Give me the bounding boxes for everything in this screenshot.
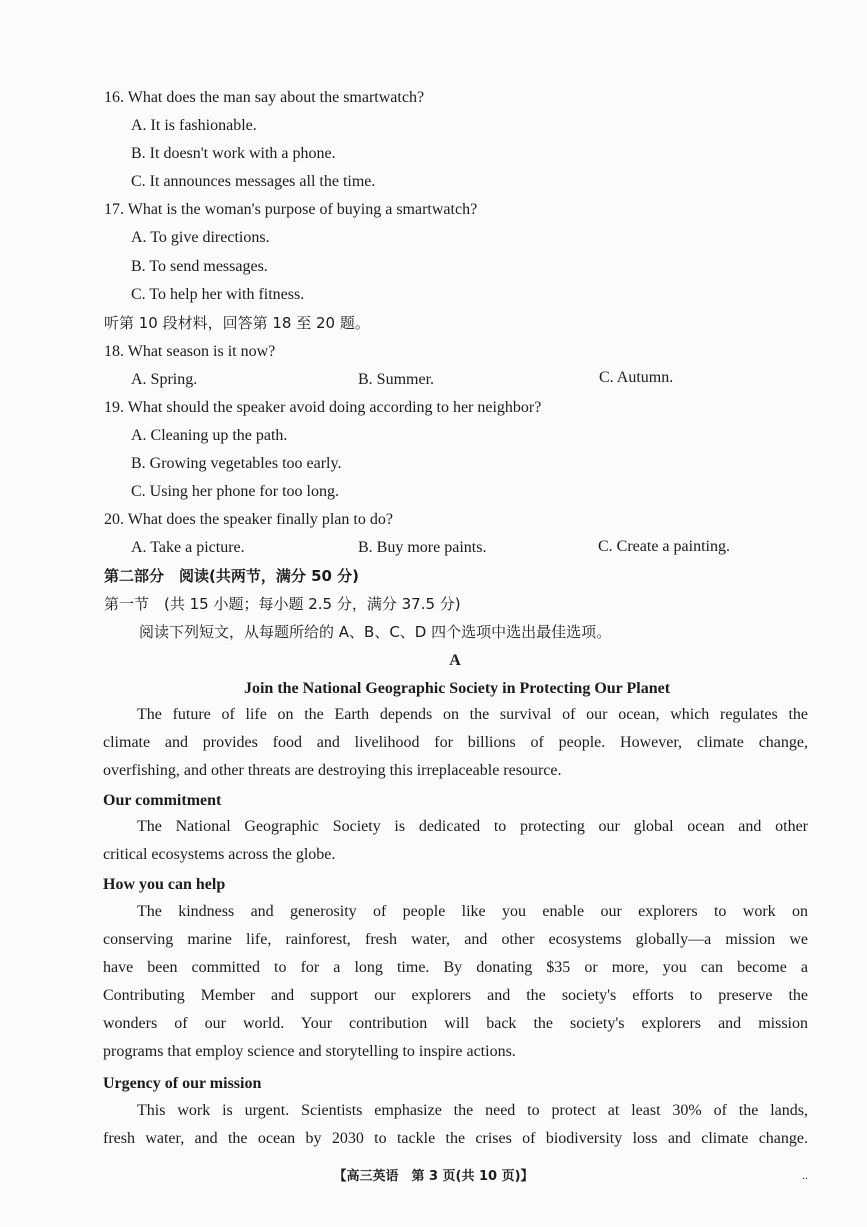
option-16c: C. It announces messages all the time. bbox=[131, 173, 376, 190]
option-18b: B. Summer. bbox=[358, 371, 435, 388]
urgency-paragraph bbox=[103, 1097, 808, 1153]
heading-commitment: Our commitment bbox=[103, 792, 222, 809]
passage-letter: A bbox=[449, 652, 461, 669]
option-19b: B. Growing vegetables too early. bbox=[131, 455, 342, 472]
text-line: The future of life on the Earth depends on the survival of our ocean, which regulates the bbox=[137, 706, 808, 723]
instruction: 阅读下列短文，从每题所给的 A、B、C、D 四个选项中选出最佳选项。 bbox=[139, 623, 612, 641]
section-title: 第一节 (共 15 小题；每小题 2.5 分，满分 37.5 分) bbox=[104, 595, 461, 613]
text-line: The National Geographic Society is dedicated to protecting our global ocean and other bbox=[137, 818, 808, 835]
option-17a: A. To give directions. bbox=[131, 229, 270, 246]
help-paragraph bbox=[103, 898, 808, 1066]
question-16: 16. What does the man say about the smartwatch? bbox=[104, 89, 425, 106]
option-16b: B. It doesn't work with a phone. bbox=[131, 145, 336, 162]
section-note: 听第 10 段材料，回答第 18 至 20 题。 bbox=[104, 314, 370, 332]
footer-dots: .. bbox=[802, 1168, 808, 1182]
option-19a: A. Cleaning up the path. bbox=[131, 427, 288, 444]
part-title: 第二部分 阅读(共两节，满分 50 分) bbox=[104, 567, 360, 585]
question-18: 18. What season is it now? bbox=[104, 343, 276, 360]
text-line: wonders of our world. Your contribution will back the society's explorers and mission bbox=[103, 1015, 808, 1032]
question-17: 17. What is the woman's purpose of buying a smartwatch? bbox=[104, 201, 478, 218]
text-line: have been committed to for a long time. By donating $35 or more, you can become a bbox=[103, 959, 808, 976]
option-17b: B. To send messages. bbox=[131, 258, 268, 275]
text-line: critical ecosystems across the globe. bbox=[103, 846, 336, 863]
heading-help: How you can help bbox=[103, 876, 226, 893]
text-line: conserving marine life, rainforest, fresh water, and other ecosystems globally—a mission we bbox=[103, 931, 808, 948]
option-20a: A. Take a picture. bbox=[131, 539, 245, 556]
text-line: Contributing Member and support our explorers and the society's efforts to preserve the bbox=[103, 987, 808, 1004]
text-line: climate and provides food and livelihood for billions of people. However, climate change, bbox=[103, 734, 808, 751]
passage-title: Join the National Geographic Society in Protecting Our Planet bbox=[243, 680, 671, 697]
option-20c: C. Create a painting. bbox=[598, 538, 730, 555]
intro-paragraph bbox=[103, 701, 808, 785]
question-19: 19. What should the speaker avoid doing according to her neighbor? bbox=[104, 399, 542, 416]
text-line: This work is urgent. Scientists emphasize the need to protect at least 30% of the lands, bbox=[137, 1102, 808, 1119]
option-20b: B. Buy more paints. bbox=[358, 539, 487, 556]
text-line: fresh water, and the ocean by 2030 to tackle the crises of biodiversity loss and climate change. bbox=[103, 1130, 808, 1147]
option-17c: C. To help her with fitness. bbox=[131, 286, 305, 303]
page-footer: 【高三英语 第 3 页(共 10 页)】 bbox=[333, 1169, 534, 1184]
text-line: The kindness and generosity of people like you enable our explorers to work on bbox=[137, 903, 808, 920]
option-18a: A. Spring. bbox=[131, 371, 198, 388]
heading-urgency: Urgency of our mission bbox=[103, 1075, 262, 1092]
question-20: 20. What does the speaker finally plan to do? bbox=[104, 511, 393, 528]
commitment-paragraph bbox=[103, 813, 808, 869]
text-line: programs that employ science and storytelling to inspire actions. bbox=[103, 1043, 516, 1060]
option-16a: A. It is fashionable. bbox=[131, 117, 257, 134]
option-18c: C. Autumn. bbox=[599, 369, 674, 386]
text-line: overfishing, and other threats are destroying this irreplaceable resource. bbox=[103, 762, 562, 779]
option-19c: C. Using her phone for too long. bbox=[131, 483, 339, 500]
